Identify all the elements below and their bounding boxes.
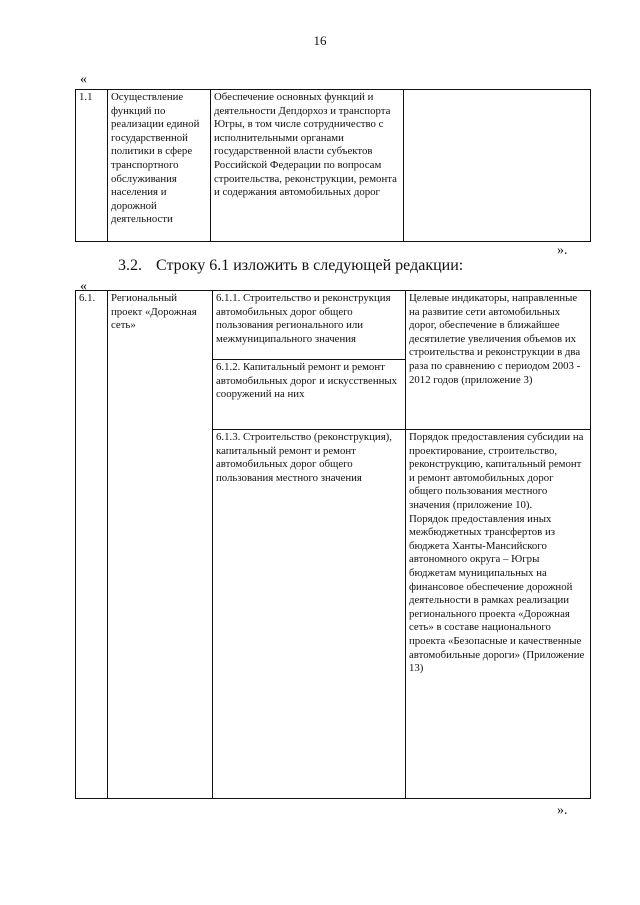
indicators-group-1: Целевые индикаторы, направленные на развитие сети автомобильных дорог, обеспечение в ближайшее десятилетие увеличения объемов их строительства и реконструкции в два раза по сравнению с периодом 2003 - 2012 годов (приложение 3)	[406, 291, 591, 430]
row-number: 6.1.	[76, 291, 108, 799]
item-number: 3.2.	[118, 257, 142, 274]
row-number: 1.1	[76, 90, 108, 242]
indicator-appendix-13: Порядок предоставления иных межбюджетных трансфертов из бюджета Ханты-Мансийского автономного округа – Югры бюджетам муниципальных на финансовое обеспечение дорожной деятельности в рамках реализации регионального проекта «Дорожная сеть» в составе национального проекта «Безопасные и качественные автомобильные дороги» (Приложение 13)	[409, 512, 585, 675]
open-quote-1: «	[80, 72, 87, 87]
measures-group-1	[213, 291, 406, 430]
row-name: Осуществление функций по реализации единой государственной политики в сфере транспортного обслуживания населения и дорожной деятельности	[108, 90, 211, 242]
item-text: Строку 6.1 изложить в следующей редакции:	[156, 257, 464, 274]
table-row	[76, 291, 591, 430]
measure-6-1-3: 6.1.3. Строительство (реконструкция), капитальный ремонт и ремонт автомобильных дорог общего пользования местного значения	[213, 430, 406, 799]
row-indicators	[404, 90, 591, 242]
indicators-group-2	[406, 430, 591, 799]
open-quote-2: «	[80, 279, 87, 294]
table-1	[75, 89, 591, 242]
indicator-appendix-10: Порядок предоставления субсидии на проектирование, строительство, реконструкцию, капитальный ремонт и ремонт автомобильных дорог общего пользования местного значения (приложение 10).	[409, 431, 584, 511]
table-row	[76, 90, 591, 242]
table-2	[75, 290, 591, 799]
row-measures: Обеспечение основных функций и деятельности Депдорхоз и транспорта Югры, в том числе сотрудничество с исполнительными органами государственной власти субъектов Российской Федерации по вопросам строительства, реконструкции, ремонта и содержания автомобильных дорог	[211, 90, 404, 242]
measure-6-1-1: 6.1.1. Строительство и реконструкция автомобильных дорог общего пользования регионального или межмуниципального значения	[213, 291, 405, 360]
measure-6-1-2: 6.1.2. Капитальный ремонт и ремонт автомобильных дорог и искусственных сооружений на них	[216, 361, 398, 401]
close-quote-1: ».	[557, 243, 568, 258]
page-number: 16	[313, 33, 327, 48]
item-heading	[118, 257, 463, 275]
close-quote-2: ».	[557, 803, 568, 818]
row-name: Региональный проект «Дорожная сеть»	[108, 291, 213, 799]
